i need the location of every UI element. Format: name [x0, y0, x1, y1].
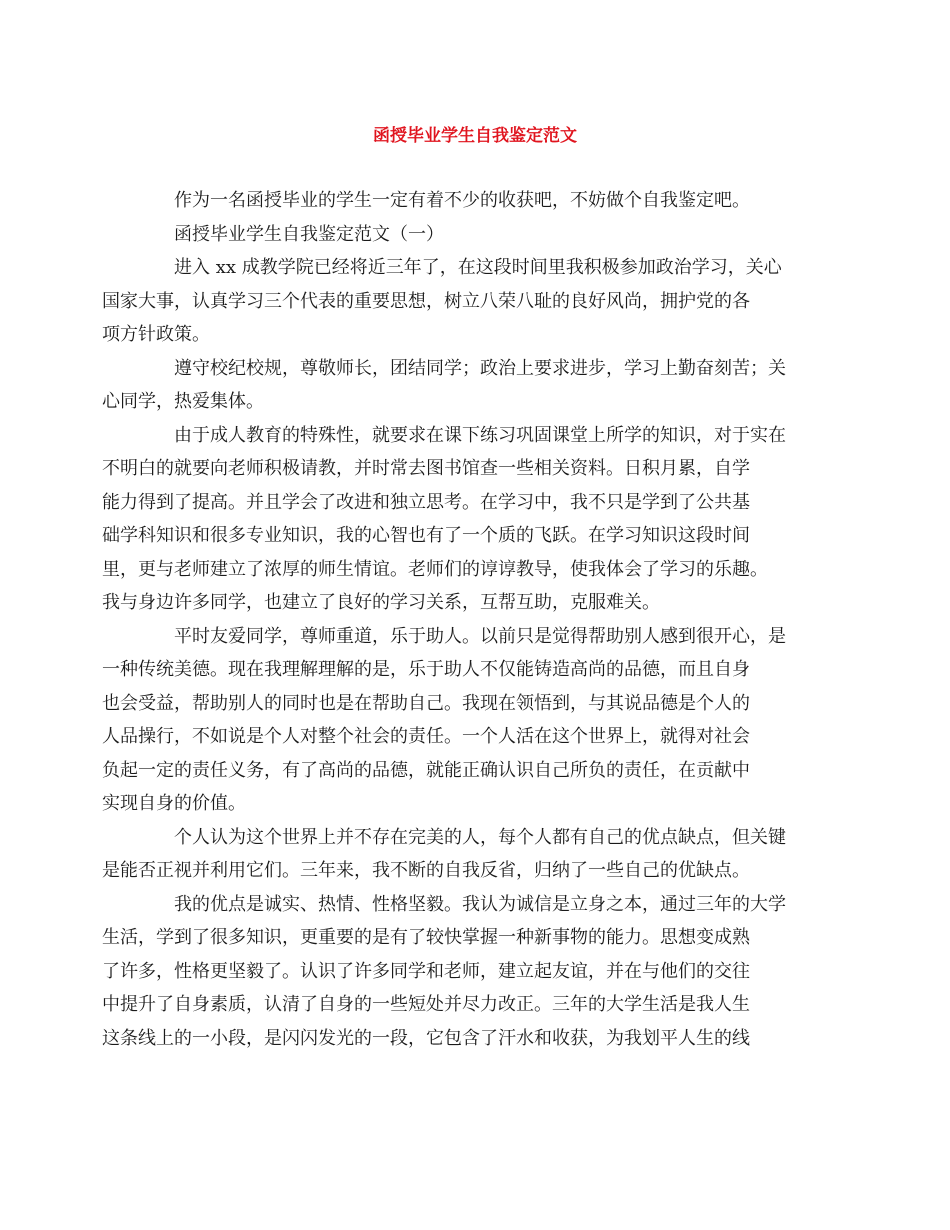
text-line: 了许多，性格更坚毅了。认识了许多同学和老师，建立起友谊，并在与他们的交往	[102, 960, 750, 982]
text-line: 心同学，热爱集体。	[102, 391, 264, 412]
text-line: 函授毕业学生自我鉴定范文（一）	[174, 223, 444, 245]
text-line: 也会受益，帮助别人的同时也是在帮助自己。我现在领悟到，与其说品德是个人的	[102, 692, 750, 714]
text-line: 平时友爱同学，尊师重道，乐于助人。以前只是觉得帮助别人感到很开心，是	[174, 625, 786, 647]
text-line: 由于成人教育的特殊性，就要求在课下练习巩固课堂上所学的知识，对于实在	[174, 424, 786, 446]
text-line: 础学科知识和很多专业知识，我的心智也有了一个质的飞跃。在学习知识这段时间	[102, 525, 750, 546]
text-line: 进入 xx 成教学院已经将近三年了，在这段时间里我积极参加政治学习，关心	[174, 257, 782, 278]
text-line: 实现自身的价值。	[102, 793, 246, 814]
paragraph	[102, 620, 828, 821]
text-line: 个人认为这个世界上并不存在完美的人，每个人都有自己的优点缺点，但关键	[174, 826, 786, 848]
text-line: 一种传统美德。现在我理解理解的是，乐于助人不仅能铸造高尚的品德，而且自身	[102, 659, 750, 680]
paragraph	[102, 352, 828, 419]
document-title: 函授毕业学生自我鉴定范文	[373, 126, 577, 146]
text-line: 国家大事，认真学习三个代表的重要思想，树立八荣八耻的良好风尚，拥护党的各	[102, 290, 750, 312]
text-line: 人品操行，不如说是个人对整个社会的责任。一个人活在这个世界上，就得对社会	[102, 726, 750, 747]
text-line: 里，更与老师建立了浓厚的师生情谊。老师们的谆谆教导，使我体会了学习的乐趣。	[102, 558, 768, 580]
text-line: 项方针政策。	[102, 324, 210, 345]
text-line: 作为一名函授毕业的学生一定有着不少的收获吧，不妨做个自我鉴定吧。	[174, 190, 750, 211]
paragraph	[102, 821, 828, 888]
document-body	[102, 184, 828, 1055]
text-line: 生活，学到了很多知识，更重要的是有了较快掌握一种新事物的能力。思想变成熟	[102, 927, 750, 948]
paragraph	[138, 184, 828, 218]
text-line: 能力得到了提高。并且学会了改进和独立思考。在学习中，我不只是学到了公共基	[102, 491, 750, 513]
text-line: 这条线上的一小段，是闪闪发光的一段，它包含了汗水和收获，为我划平人生的线	[102, 1027, 750, 1049]
paragraph	[102, 251, 828, 352]
text-line: 我与身边许多同学，也建立了良好的学习关系，互帮互助，克服难关。	[102, 592, 660, 613]
text-line: 遵守校纪校规，尊敬师长，团结同学；政治上要求进步，学习上勤奋刻苦；关	[174, 357, 786, 379]
paragraph	[102, 419, 828, 620]
text-line: 是能否正视并利用它们。三年来，我不断的自我反省，归纳了一些自己的优缺点。	[102, 860, 750, 881]
paragraph	[102, 888, 828, 1056]
text-line: 中提升了自身素质，认清了自身的一些短处并尽力改正。三年的大学生活是我人生	[102, 994, 750, 1015]
text-line: 不明白的就要向老师积极请教，并时常去图书馆查一些相关资料。日积月累，自学	[102, 458, 750, 479]
text-line: 负起一定的责任义务，有了高尚的品德，就能正确认识自己所负的责任，在贡献中	[102, 759, 750, 781]
paragraph	[138, 218, 828, 252]
text-line: 我的优点是诚实、热情、性格坚毅。我认为诚信是立身之本，通过三年的大学	[174, 893, 786, 915]
